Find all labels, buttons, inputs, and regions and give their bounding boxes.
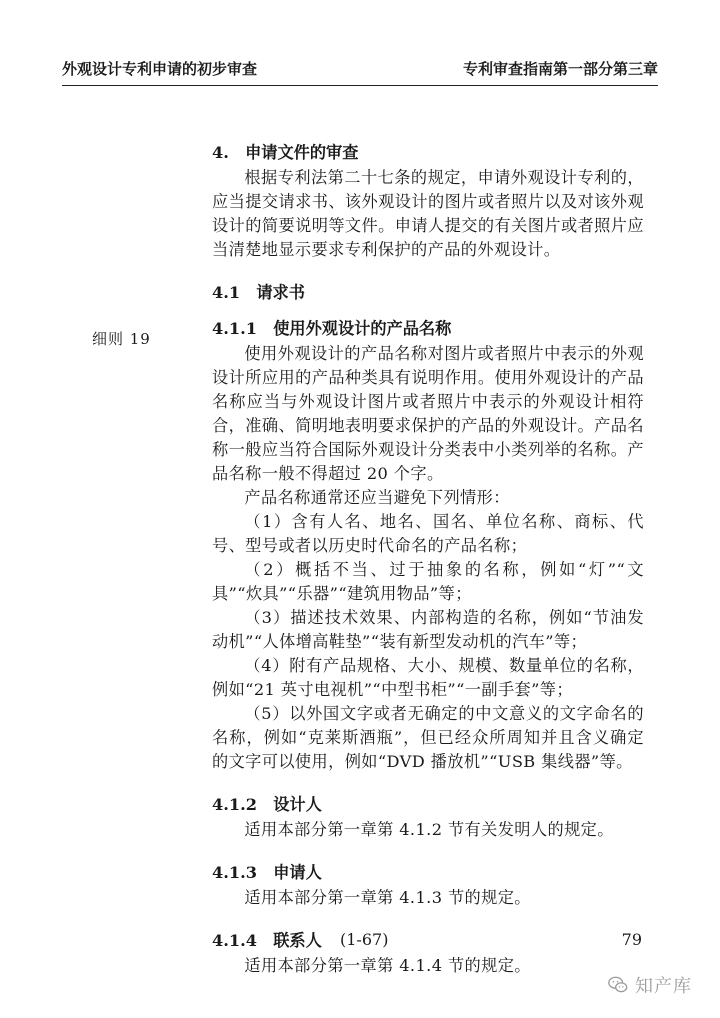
margin-note: 细则 19 xyxy=(92,330,151,348)
running-header xyxy=(62,56,658,80)
section-4-1-heading: 4.1 请求书 xyxy=(212,283,305,302)
wechat-icon xyxy=(607,974,629,996)
watermark xyxy=(607,973,692,997)
section-4-1-3-heading: 4.1.3 申请人 xyxy=(212,863,322,882)
main-content xyxy=(212,140,644,978)
section-4-1-1-heading: 4.1.1 使用外观设计的产品名称 xyxy=(212,319,452,338)
footer-page-number: 79 xyxy=(621,930,642,949)
section-4-1-2-heading: 4.1.2 设计人 xyxy=(212,795,322,814)
list-item: （5）以外国文字或者无确定的中文意义的文字命名的名称，例如“克莱斯酒瓶”，但已经众所周知并且含义确定的文字可以使用，例如“DVD 播放机”“USB 集线器”等。 xyxy=(212,704,644,771)
section-4-1-1-intro: 产品名称通常还应当避免下列情形： xyxy=(244,488,510,507)
footer-page-label: (1-67) xyxy=(340,930,389,949)
header-divider xyxy=(62,85,658,86)
section-4-1-4-heading: 4.1.4 联系人 xyxy=(212,931,322,950)
header-left-title: 外观设计专利申请的初步审查 xyxy=(62,60,258,78)
list-item: （2）概括不当、过于抽象的名称，例如“灯”“文具”“炊具”“乐器”“建筑用物品”等； xyxy=(212,560,644,603)
header-right-title: 专利审查指南第一部分第三章 xyxy=(462,60,658,78)
section-4-1-4-paragraph: 适用本部分第一章第 4.1.4 节的规定。 xyxy=(244,956,531,975)
list-item: （1）含有人名、地名、国名、单位名称、商标、代号、型号或者以历史时代命名的产品名称； xyxy=(212,512,644,555)
section-4-heading: 4. 申请文件的审查 xyxy=(212,143,359,162)
list-item: （3）描述技术效果、内部构造的名称，例如“节油发动机”“人体增高鞋垫”“装有新型发动机的汽车”等； xyxy=(212,608,644,651)
list-item: （4）附有产品规格、大小、规模、数量单位的名称，例如“21 英寸电视机”“中型书柜”“一副手套”等； xyxy=(212,656,644,699)
section-4-1-2-paragraph: 适用本部分第一章第 4.1.2 节有关发明人的规定。 xyxy=(244,820,614,839)
section-4-paragraph: 根据专利法第二十七条的规定，申请外观设计专利的，应当提交请求书、该外观设计的图片或者照片以及对该外观设计的简要说明等文件。申请人提交的有关图片或者照片应当清楚地显示要求专利保护的产品的外观设计。 xyxy=(212,168,644,259)
watermark-text: 知产库 xyxy=(635,976,692,997)
section-4-1-1-paragraph: 使用外观设计的产品名称对图片或者照片中表示的外观设计所应用的产品种类具有说明作用。使用外观设计的产品名称应当与外观设计图片或者照片中表示的外观设计相符合，准确、简明地表明要求保护的产品的外观设计。产品名称一般应当符合国际外观设计分类表中小类列举的名称。产品名称一般不得超过 20 个字。 xyxy=(212,344,644,483)
section-4-1-3-paragraph: 适用本部分第一章第 4.1.3 节的规定。 xyxy=(244,888,531,907)
